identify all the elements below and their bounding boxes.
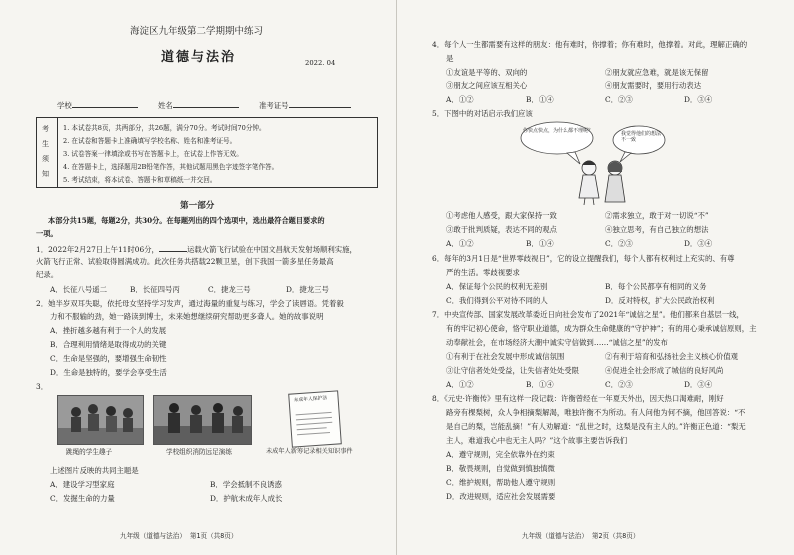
q5-answer[interactable]: C．②③ [605, 239, 633, 248]
q7-answer[interactable]: D．③④ [684, 380, 713, 389]
q7-statement: ②有利于培育和弘扬社会主义核心价值观 [605, 352, 739, 361]
q2-option[interactable]: A．挫折越多越有利于一个人的发展 [50, 326, 167, 335]
q7-answer[interactable]: A．①② [446, 380, 474, 389]
q8-stem-line2: 路旁有棵梨树，众人争相摘梨解渴，唯独许衡不为所动。有人问他为何不摘，他回答说：“不 [446, 408, 746, 417]
q4-statement: ②朋友就应急难，就是该无保留 [605, 68, 709, 77]
q3-caption: 学校组织消防远足演练 [166, 448, 232, 456]
exam-title: 海淀区九年级第二学期期中练习 [130, 26, 264, 37]
section-intro-line1: 本部分共15题，每题2分，共30分。在每题列出的四个选项中，选出最符合题目要求的 [48, 216, 325, 225]
q5-statement: ③敢于批判质疑，表达不同的观点 [446, 225, 557, 234]
q2-stem-line2: 力和不服输的劲，她一路读到博士，未来她想继续研究帮助更多聋人。她的故事说明 [50, 312, 324, 321]
ticket-label: 准考证号 [259, 101, 289, 110]
q4-statement: ③朋友之间应该互相关心 [446, 81, 528, 90]
name-field[interactable] [158, 99, 239, 111]
section-intro-line2: 一项。 [36, 229, 58, 238]
notice-item: 2. 在试卷和答题卡上准确填写学校名称、姓名和准考证号。 [63, 137, 237, 145]
q3-option[interactable]: D．护航未成年人成长 [210, 494, 283, 503]
q5-answer[interactable]: A．①② [446, 239, 474, 248]
notice-side-char: 知 [42, 170, 49, 178]
q7-stem-line3: 动奉献社会，在市场经济大潮中诚实守信做到……“诚信之星”的发布 [446, 338, 668, 347]
exam-date: 2022. 04 [305, 59, 336, 67]
q4-statement: ①友谊是平等的、双向的 [446, 68, 528, 77]
subject-title: 道德与法治 [161, 50, 237, 65]
q3-option[interactable]: B．学会抵制不良诱惑 [210, 480, 282, 489]
q1-option[interactable]: D．捷龙三号 [286, 285, 329, 294]
q3-caption: 跳绳的学生趣子 [66, 448, 113, 456]
q6-option[interactable]: C．我们得到公平对待不同的人 [446, 296, 548, 305]
q3-option[interactable]: C．发掘生命的力量 [50, 494, 115, 503]
q6-option[interactable]: A．保证每个公民的权利无差别 [446, 282, 548, 291]
q4-stem-line2: 是 [446, 54, 454, 63]
q3-law-book-title: 未成年人保护法 [293, 396, 328, 404]
q1-stem-start: 1．2022年2月27日上午11时06分， [36, 245, 159, 254]
q5-answer[interactable]: D．③④ [684, 239, 713, 248]
q3-book-text-line [297, 432, 330, 435]
q2-option[interactable]: B．合理利用情绪是取得成功的关键 [50, 340, 167, 349]
candidate-notice-box [36, 117, 378, 188]
q6-option[interactable]: D．反对特权，扩大公民政治权利 [605, 296, 715, 305]
q3-stem: 上述图片反映的共同主题是 [50, 466, 139, 475]
q3-photo-fire-drill-image [154, 396, 251, 444]
q5-statement: ②需求独立，敢于对一切说“不” [605, 211, 709, 220]
q3-option[interactable]: A．建设学习型家庭 [50, 480, 115, 489]
q3-photo-fire-drill [153, 395, 252, 445]
page-footer: 九年级（道德与法治） 第1页（共8页） [120, 532, 238, 540]
school-label: 学校 [57, 101, 72, 110]
q3-number: 3． [36, 382, 49, 391]
notice-item: 1. 本试卷共8页，共两部分，共26题，满分70分。考试时间70分钟。 [63, 124, 266, 132]
q4-answer[interactable]: D．③④ [684, 95, 713, 104]
q3-law-book-image [288, 390, 342, 447]
q5-answer[interactable]: B．①④ [526, 239, 554, 248]
q3-book-text-line [296, 422, 332, 426]
q6-stem-line2: 严的生活。零歧视要求 [446, 268, 520, 277]
q7-statement: ①有利于在社会发展中形成诚信氛围 [446, 352, 565, 361]
q8-option[interactable]: A．遵守规则，完全依靠外在约束 [446, 450, 555, 459]
q1-option[interactable]: A．长征八号遥二 [50, 285, 108, 294]
q8-option[interactable]: D．改进规则，适应社会发展需要 [446, 492, 556, 501]
q4-stem-line1: 4．每个人一生都需要有这样的朋友：他有难时，你撑着；你有难时，他撑着。对此，理解正确的 [432, 40, 748, 49]
q1-blank [159, 243, 187, 252]
q6-option[interactable]: B．每个公民都享有相同的义务 [605, 282, 707, 291]
q8-stem-line3: 是自己的梨，岂能乱摘！”有人劝解道：“乱世之时，这梨是没有主人的。”许衡正色道：“梨无 [446, 422, 746, 431]
q3-caption: 未成年人新筹记录相关知识事件 [266, 448, 353, 455]
q5-bubble-right: 我觉得他们的想法不一致 [621, 131, 662, 143]
q5-statement: ④独立思考，有自己独立的想法 [605, 225, 709, 234]
q3-book-text-line [296, 412, 332, 416]
q8-option[interactable]: B．敬畏规则，自觉做到慎独慎微 [446, 464, 555, 473]
q3-photo-kids-jumping-image [58, 396, 143, 444]
ticket-field[interactable] [259, 99, 351, 111]
q7-answer[interactable]: C．②③ [605, 380, 633, 389]
notice-side-char: 生 [42, 140, 49, 148]
q8-stem-line1: 8．《元史·许衡传》里有这样一段记载：许衡曾经在一年夏天外出，因天热口渴难耐，刚好 [432, 394, 724, 403]
page-footer: 九年级（道德与法治） 第2页（共8页） [522, 532, 640, 540]
q4-answer[interactable]: C．②③ [605, 95, 633, 104]
q8-option[interactable]: C．维护规则，帮助他人遵守规则 [446, 478, 556, 487]
q1-option[interactable]: C．捷龙三号 [208, 285, 251, 294]
page-2 [397, 0, 794, 555]
q7-answer[interactable]: B．①④ [526, 380, 554, 389]
q1-stem-rest: 运载火箭飞行试验在中国文昌航天发射场顺利实施， [186, 245, 357, 254]
q3-book-text-line [297, 427, 327, 430]
q1-stem-line3: 纪录。 [36, 270, 59, 279]
notice-side-char: 考 [42, 125, 49, 133]
q5-statement: ①考虑他人感受，跟大家保持一致 [446, 211, 557, 220]
q3-book-text-line [296, 417, 332, 421]
q4-statement: ④朋友需要时，要用行动表达 [605, 81, 702, 90]
q2-option[interactable]: C．生命是坚强的，要增强生命韧性 [50, 354, 167, 363]
school-field[interactable] [57, 99, 138, 111]
q5-stem: 5．下图中的对话启示我们应该 [432, 109, 533, 118]
q1-stem-line1 [36, 243, 357, 255]
name-blank[interactable] [173, 99, 239, 108]
q6-stem-line1: 6．每年的3月1日是“世界零歧视日”，它的设立提醒我们，每个人都有权利过上充实的、有尊 [432, 254, 735, 263]
q2-stem-line1: 2．她半岁双耳失聪，依托母女坚持学习发声，通过海量的重复与练习，学会了读唇语。凭着毅 [36, 299, 344, 308]
q8-stem-line4: 主人，难道我心中也无主人吗？”这个故事主要告诉我们 [446, 436, 628, 445]
q2-option[interactable]: D．生命是独特的，要学会享受生活 [50, 368, 167, 377]
notice-item: 5. 考试结束，将本试卷、答题卡和草稿纸一并交回。 [63, 176, 217, 184]
q4-answer[interactable]: A．①② [446, 95, 474, 104]
notice-item: 4. 在答题卡上，选择题用2B铅笔作答，其他试题用黑色字迹签字笔作答。 [63, 163, 279, 171]
q4-answer[interactable]: B．①④ [526, 95, 554, 104]
ticket-blank[interactable] [289, 99, 351, 108]
q1-stem-line2: 火箭飞行正常、试验取得圆满成功。此次任务共搭载22颗卫星，创下我国一箭多星任务最高 [36, 257, 334, 266]
q7-statement: ④促进全社会形成了城信的良好风尚 [605, 366, 724, 375]
q7-stem-line2: 有的牢记初心使命，恪守职业道德，成为群众生命健康的“守护神”；有的用心秉承诚信原则，主 [446, 324, 757, 333]
school-blank[interactable] [72, 99, 138, 108]
name-label: 姓名 [158, 101, 173, 110]
q7-stem-line1: 7．中央宣传部、国家发展改革委近日向社会发布了2021年“诚信之星”。他们都来自基层一线， [432, 310, 744, 319]
notice-side-label [37, 118, 58, 187]
notice-side-char: 须 [42, 155, 49, 163]
q3-photo-kids-jumping [57, 395, 144, 445]
q7-statement: ③让守信者处处受益，让失信者处处受限 [446, 366, 580, 375]
q1-option[interactable]: B．长征四号丙 [130, 285, 180, 294]
q5-bubble-left: 你快点快点，为什么都不理呢？ [523, 128, 594, 134]
section-title: 第一部分 [180, 201, 215, 211]
notice-item: 3. 试卷答案一律填涂或书写在答题卡上，在试卷上作答无效。 [63, 150, 243, 158]
